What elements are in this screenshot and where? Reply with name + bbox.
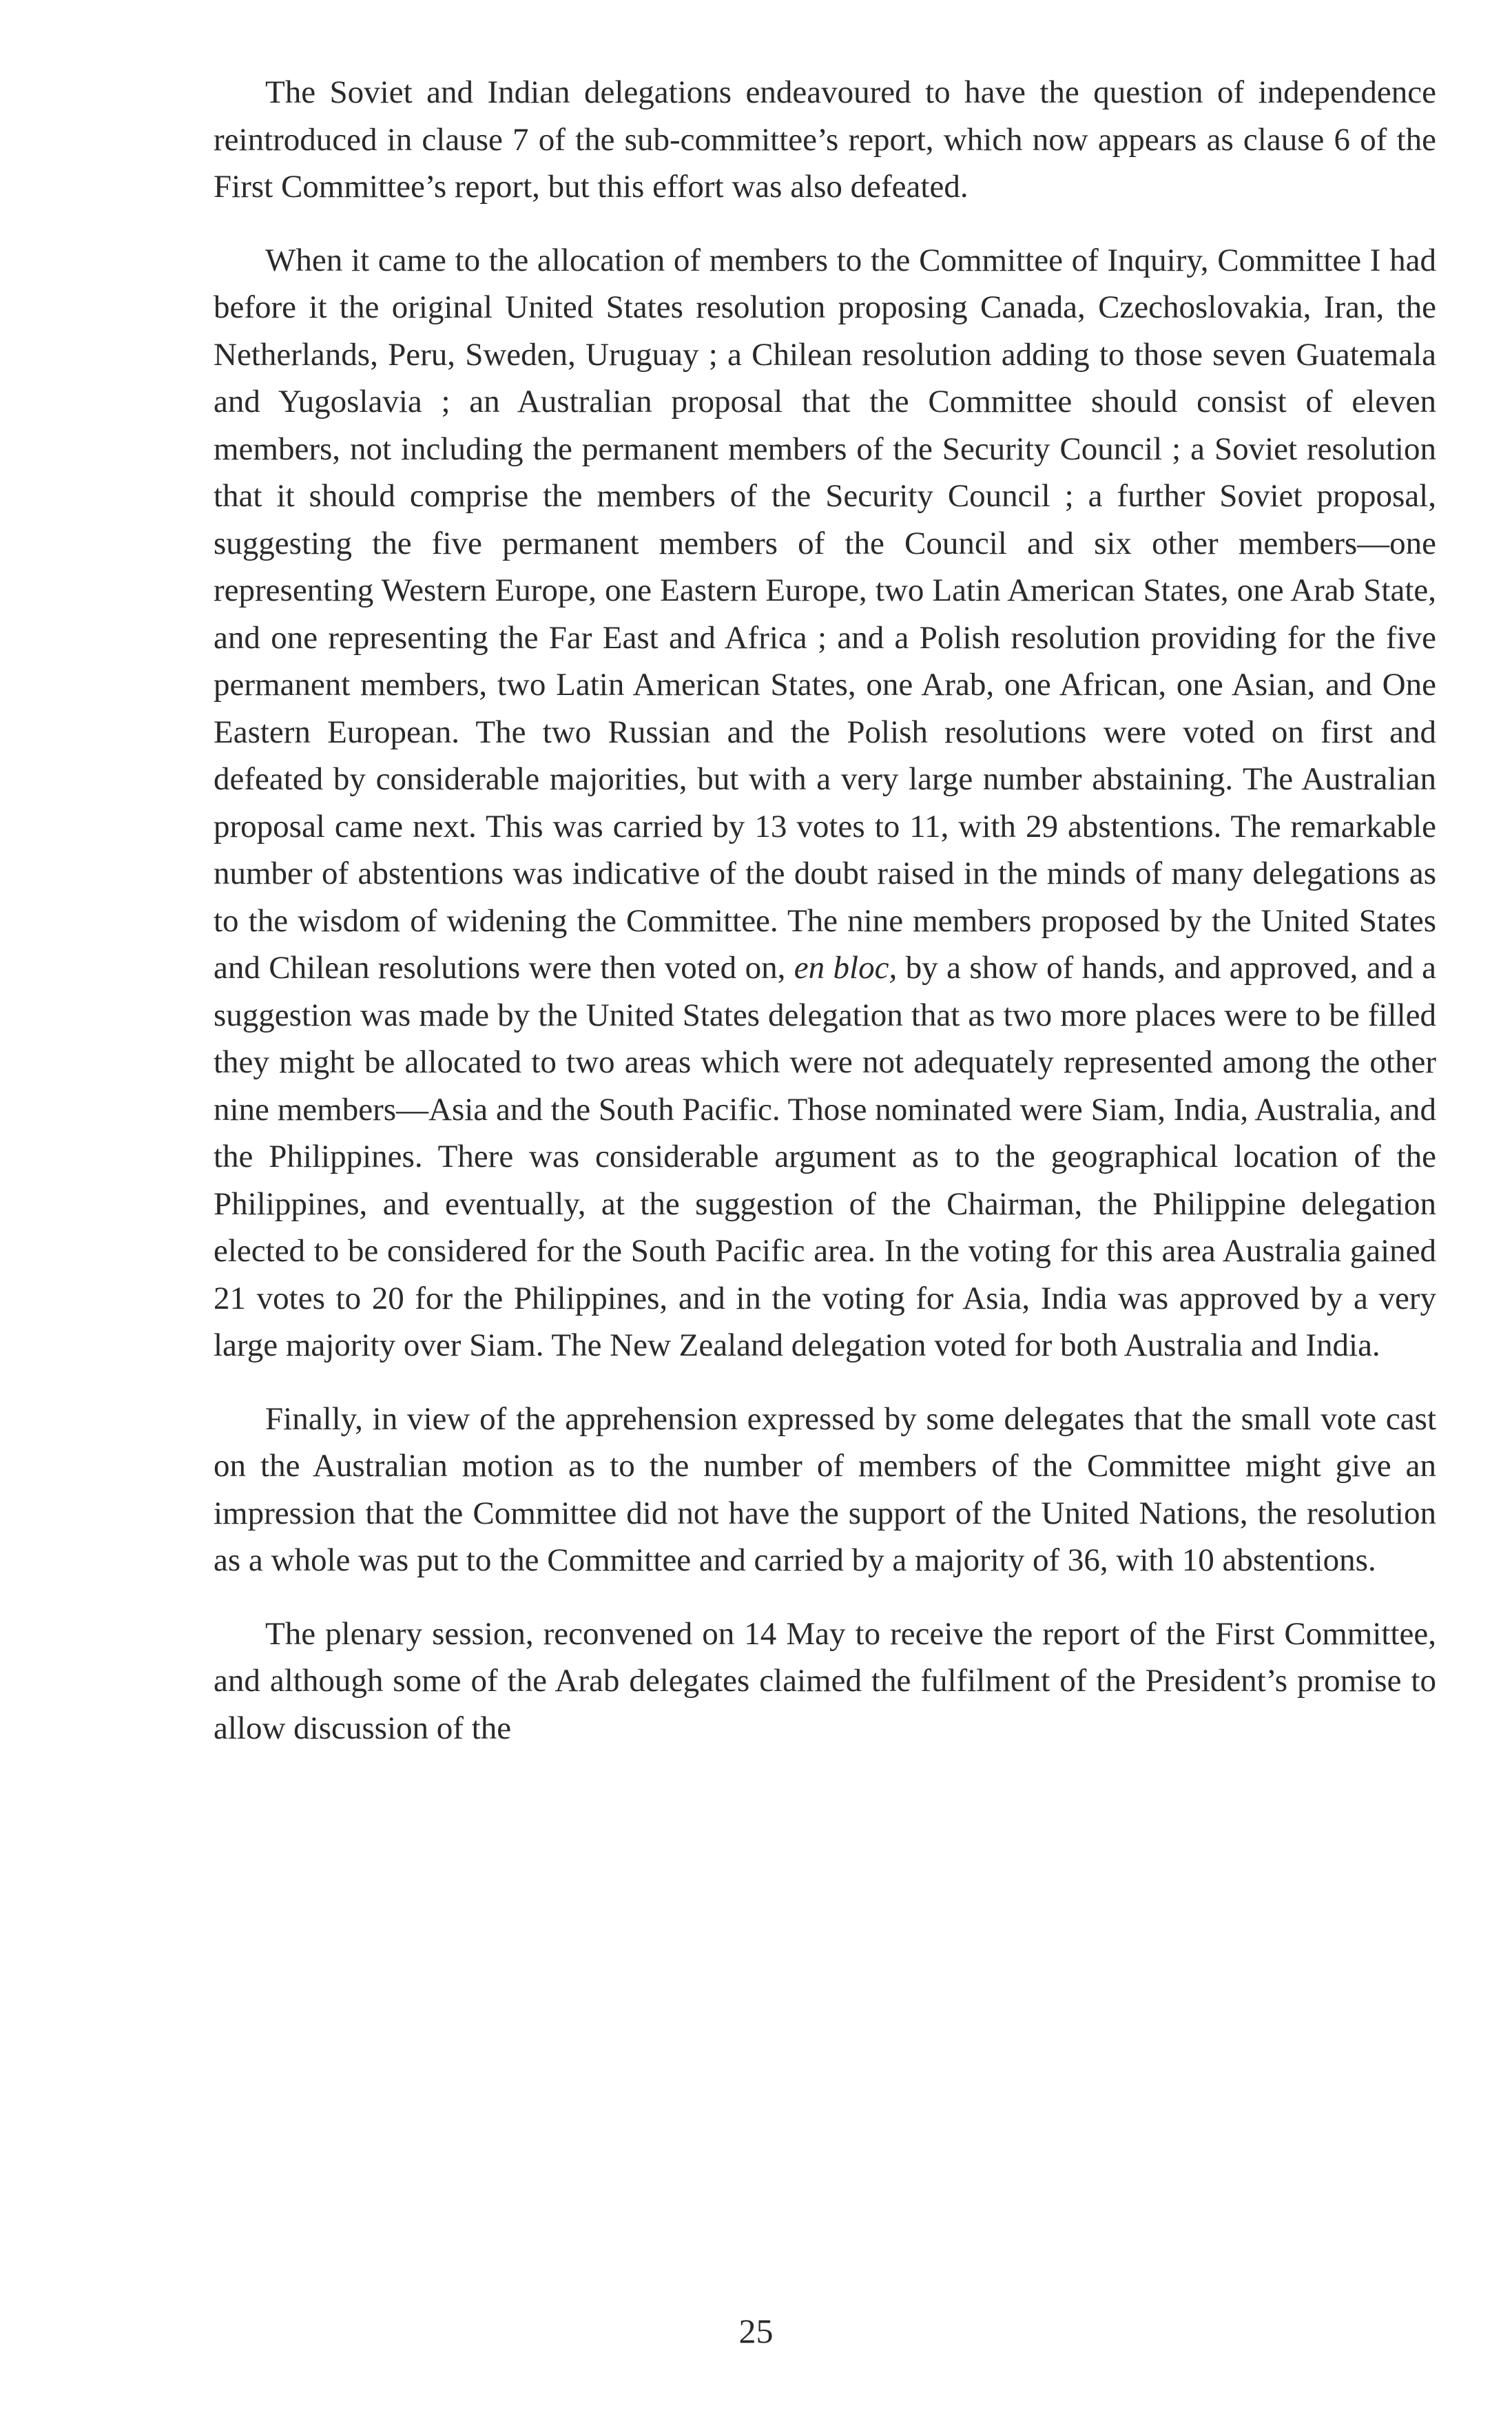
page-number: 25 (738, 2312, 774, 2350)
paragraph-text-segment: by a show of hands, and approved, and a suggestion was made by the United States delegation that as two more places were to be filled they might be allocated to two areas which were not adequately represented among the other nine members—Asia and the South Pacific. Those nominated were Siam, India, Australia, and the Philippines. There was considerable argument as to the geographical location of the Philippines, and eventually, at the suggestion of the Chairman, the Philippine delegation elected to be considered for the South Pacific area. In the voting for this area Australia gained 21 votes to 20 for the Philippines, and in the voting for Asia, India was approved by a very large majority over Siam. The New Zealand delegation voted for both Australia and India. (214, 950, 1436, 1363)
paragraph-text-segment: When it came to the allocation of members to the Committee of Inquiry, Committee I had before it the original United States resolution proposing Canada, Czechoslovakia, Iran, the Netherlands, Peru, Sweden, Uruguay ; a Chilean resolution adding to those seven Guatemala and Yugoslavia ; an Australian proposal that the Committee should consist of eleven members, not including the permanent members of the Security Council ; a Soviet resolution that it should comprise the members of the Security Council ; a further Soviet proposal, suggesting the five permanent members of the Council and six other members—one representing Western Europe, one Eastern Europe, two Latin American States, one Arab State, and one representing the Far East and Africa ; and a Polish resolution providing for the five permanent members, two Latin American States, one Arab, one African, one Asian, and One Eastern European. The two Russian and the Polish resolutions were voted on first and defeated by considerable majorities, but with a very large number abstaining. The Australian proposal came next. This was carried by 13 votes to 11, with 29 abstentions. The remarkable number of abstentions was indicative of the doubt raised in the minds of many delegations as to the wisdom of widening the Committee. The nine members proposed by the United States and Chilean resolutions were then voted on, (214, 242, 1436, 986)
body-text (214, 69, 1436, 1778)
paragraph-plenary-session: The plenary session, reconvened on 14 May to receive the report of the First Committee, and although some of the Arab delegates claimed the fulfilment of the President’s promise to allow discussion of the (214, 1615, 1436, 1746)
paragraph-resolution-vote: Finally, in view of the apprehension expressed by some delegates that the small vote cast on the Australian motion as to the number of members of the Committee might give an impression that the Committee did not have the support of the United Nations, the resolution as a whole was put to the Committee and carried by a majority of 36, with 10 abstentions. (214, 1400, 1436, 1578)
paragraph-committee-allocation (214, 237, 1436, 1369)
paragraph-independence-question: The Soviet and Indian delegations endeavoured to have the question of independence reintroduced in clause 7 of the sub-committee’s report, which now appears as clause 6 of the First Committee’s report, but this effort was also defeated. (214, 74, 1436, 205)
italic-phrase: en bloc, (794, 950, 898, 986)
